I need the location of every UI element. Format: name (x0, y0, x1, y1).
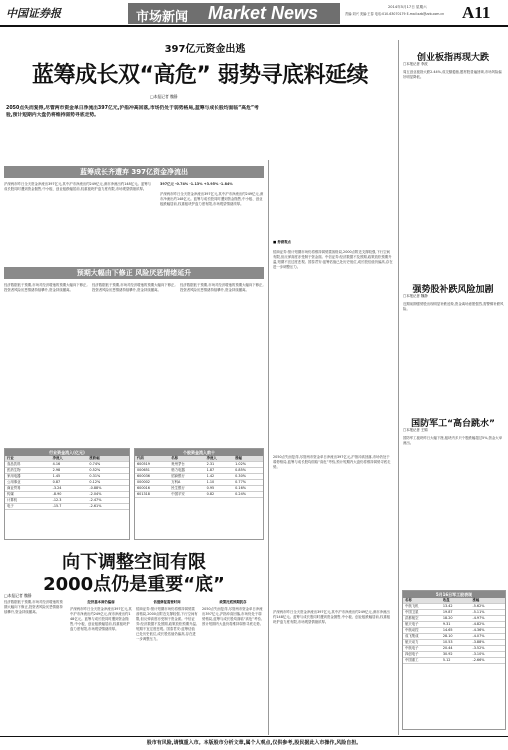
table-cell: 0.52% (87, 468, 129, 474)
table-cell: 2.31 (205, 462, 234, 468)
lead-headline: 蓝筹成长双“高危” 弱势寻底料延续 (31, 63, 369, 88)
table-cell: 2.98 (51, 468, 88, 474)
table-cell: 0.95 (205, 486, 234, 492)
table-cell: 万科A (169, 480, 204, 486)
second-col4: 2050点失而复得,尽管两市资金单日净流出397亿元,沪指冲高回落,市场仍处于弱势格局,蓝筹与成长股均面临“高危”考验,预计短期内大盘仍将维持弱势寻底走势。 (202, 607, 264, 626)
lead-summary: 2050点失而复得,尽管两市资金单日净流出397亿元,沪指冲高回落,市场仍处于弱势格局,蓝筹与成长股均面临“高危”考验,预计短期内大盘仍将维持弱势寻底走势。 (6, 106, 259, 118)
table-row (403, 658, 505, 664)
second-col3: 招商证券:预计短期市场仍将维持弱势震荡格局,2000点附近支撑较强,下行空间有限,但反弹高度亦受制于资金面。中信证券:经济数据不及预期,政策放松预期升温,短期不宜过度悲观。国泰君安:蓝筹估值已处历史低位,成长股估值仍偏高,存在进一步调整压力。 (136, 607, 198, 641)
table-cell: 1.42 (205, 474, 234, 480)
table-header-cell: 净流入 (51, 456, 88, 462)
table-cell: 0.16% (233, 486, 263, 492)
table-cell: 000002 (135, 480, 169, 486)
table-cell: 19.87 (441, 610, 471, 616)
right1-title: 创业板指再现大跌 (416, 53, 489, 63)
box2-body-col2: 经济数据低于预期,市场对经济增速的预期大幅向下修正,投资者风险厌恶情绪持续攀升,资金持续撤离。 (92, 283, 176, 292)
right3-title: 国防军工“高台跳水” (411, 419, 495, 429)
table-cell: 0.87 (51, 480, 88, 486)
table-cell: 格力电器 (169, 468, 204, 474)
table-cell: 10.53 (441, 640, 471, 646)
second-byline: □本报记者 魏静 (4, 593, 32, 598)
box2-title: 预期大幅由下修正 风险厌恶情绪延升 (4, 267, 264, 279)
table-cell: 民生银行 (169, 486, 204, 492)
page-number: A11 (462, 3, 491, 22)
table-header-cell: 行业 (5, 456, 51, 462)
table-cell: 5.12 (441, 658, 471, 664)
right3-body: 国防军工板块昨日大幅下挫,板块内多只个股跌幅超过5%,资金大举流出。 (403, 436, 503, 445)
table-header-cell: 涨幅 (470, 598, 505, 604)
right3-byline: □本报记者 王锦 (403, 428, 428, 432)
table-row (5, 504, 129, 510)
industry-table-title: 行业资金流入(亿元) (5, 449, 129, 456)
table-cell: 航天动力 (403, 640, 441, 646)
table-cell: 四创电子 (403, 652, 441, 658)
table-cell: 30.92 (441, 652, 471, 658)
table-cell: -3.88% (470, 640, 505, 646)
masthead-rule (0, 25, 508, 27)
right2-byline: □本报记者 魏静 (403, 294, 428, 298)
table-cell: 9.31 (441, 622, 471, 628)
table-header-cell: 净流入 (205, 456, 234, 462)
contact-info: 责编:刘兴 美编:王春 电话:010-63070179 E-mail:zzb@zzb.com.cn (345, 12, 445, 16)
box1-body-col2: 沪深两市昨日全天资金净流出397亿元,其中沪市净流出约249亿元,深市净流出约148亿元。蓝筹与成长股同时遭到资金抛售,中小板、创业板跌幅居前,权重板块护盘力度有限,市场观望情绪浓厚。 (160, 192, 264, 206)
industry-flow-table (4, 448, 130, 540)
table-cell: -3.10% (470, 652, 505, 658)
table-header-cell: 代码 (135, 456, 169, 462)
table-cell: 600519 (135, 462, 169, 468)
table-cell: -4.82% (470, 622, 505, 628)
table-cell: 食品饮料 (5, 462, 51, 468)
table-cell: 商业贸易 (5, 486, 51, 492)
table-cell: 0.77% (233, 480, 263, 486)
table-cell: 电子 (5, 504, 51, 510)
table-cell: -4.36% (470, 628, 505, 634)
table-header-cell: 名称 (403, 598, 441, 604)
lead-byline: □本报记者 魏静 (150, 94, 178, 99)
section-title: 市场新闻 (136, 10, 189, 25)
table-cell: 20.44 (441, 646, 471, 652)
stock-table-grid (135, 456, 263, 498)
box2-body-col3: 经济数据低于预期,市场对经济增速的预期大幅向下修正,投资者风险厌恶情绪持续攀升,资金持续撤离。 (180, 283, 264, 292)
table-cell: 0.12% (87, 480, 129, 486)
analysis-body-2: 2050点失而复得,尽管两市资金单日净流出397亿元,沪指冲高回落,市场仍处于弱势格局,蓝筹与成长股均面临“高危”考验,预计短期内大盘仍将维持弱势寻底走势。 (273, 455, 391, 469)
table-cell: 4.16 (51, 462, 88, 468)
table-cell: 1.45 (51, 474, 88, 480)
right2-body: 近期前期强势股出现明显补跌迹象,资金离场意愿强烈,需警惕补跌风险。 (403, 302, 504, 311)
masthead (0, 0, 508, 26)
right1-byline: □本报记者 李波 (403, 62, 428, 66)
table-cell: 贵州茅台 (169, 462, 204, 468)
table-cell: 1.10 (205, 480, 234, 486)
table-cell: 0.31% (87, 474, 129, 480)
second-sub3: 政策托底预期犹存 (219, 600, 247, 604)
right2-title: 强势股补跌风险加剧 (412, 285, 494, 295)
table-cell: 公用事业 (5, 480, 51, 486)
stock-table-title: 个股资金流入前十 (135, 449, 263, 456)
paper-logo: 中国证券报 (6, 7, 61, 20)
analysis-label: ■ 券商观点 (273, 240, 291, 244)
issue-info: 2014年5月17日 星期六 (388, 5, 427, 9)
table-header-cell: 名称 (169, 456, 204, 462)
table-cell: 600036 (135, 474, 169, 480)
table-cell: 1.02% (233, 462, 263, 468)
table-cell: -2.66% (470, 658, 505, 664)
section-title-en: Market News (208, 3, 319, 23)
table-row (135, 492, 263, 498)
column-divider-1 (268, 160, 269, 735)
box1-title: 蓝筹成长齐遭弃 397亿资金净流出 (4, 166, 264, 178)
table-cell: -15.7 (51, 504, 88, 510)
section-banner (128, 3, 340, 24)
right1-body: 周五创业板指大跌2.44%,成交额萎缩,题材股普遍回调,市场风险偏好明显降低。 (403, 70, 502, 79)
industry-table-grid (5, 456, 129, 510)
stock-flow-table (134, 448, 264, 540)
table-cell: 医药生物 (5, 468, 51, 474)
table-cell: -4.97% (470, 616, 505, 622)
table-cell: 中航电子 (403, 646, 441, 652)
analysis-body-1: 招商证券:预计短期市场仍将维持弱势震荡格局,2000点附近支撑较强,下行空间有限,但反弹高度亦受制于资金面。中信证券:经济数据不及预期,政策放松预期升温,短期不宜过度悲观。国泰君安:蓝筹估值已处历史低位,成长股估值仍偏高,存在进一步调整压力。 (273, 250, 393, 269)
box1-stats: 397亿元 -0.74% -1.13% +3.95% -1.84% (160, 182, 233, 186)
table-cell: 计算机 (5, 498, 51, 504)
table-cell: 中国重工 (403, 658, 441, 664)
table-cell: 招商银行 (169, 474, 204, 480)
analysis-body-3: 沪深两市昨日全天资金净流出397亿元,其中沪市净流出约249亿元,深市净流出约148亿元。蓝筹与成长股同时遭到资金抛售,中小板、创业板跌幅居前,权重板块护盘力度有限,市场观望情绪浓厚。 (273, 610, 391, 624)
military-stock-table (402, 590, 506, 730)
table-cell: -5.11% (470, 610, 505, 616)
table-cell: 0.74% (87, 462, 129, 468)
footer-rule (0, 736, 508, 737)
second-headline-1: 向下调整空间有限 (62, 552, 206, 573)
table-cell: -12.3 (51, 498, 88, 504)
table-cell: 洪都航空 (403, 616, 441, 622)
table-cell: 000651 (135, 468, 169, 474)
table-cell: 传媒 (5, 492, 51, 498)
table-cell: 28.10 (441, 634, 471, 640)
second-col1: 经济数据低于预期,市场对经济增速的预期大幅向下修正,投资者风险厌恶情绪持续攀升,资金持续撤离。 (4, 600, 63, 614)
military-table-title: 5月16日军工股表现 (403, 591, 505, 598)
table-cell: 中国平安 (169, 492, 204, 498)
table-cell: 0.24% (233, 492, 263, 498)
second-sub1: 经济基本面仍偏弱 (87, 600, 115, 604)
table-cell: 中航动控 (403, 628, 441, 634)
footer-disclaimer: 股市有风险,请慎重入市。本版股市分析文章,属个人观点,仅供参考,股民据此入市操作,风险自担。 (146, 740, 362, 746)
table-header-cell: 涨跌幅 (87, 456, 129, 462)
table-cell: 中国卫星 (403, 610, 441, 616)
table-cell: 0.30% (233, 474, 263, 480)
table-cell: -5.62% (470, 604, 505, 610)
table-cell: -4.07% (470, 634, 505, 640)
table-cell: 600016 (135, 486, 169, 492)
table-cell: 14.65 (441, 628, 471, 634)
box2-body: 经济数据低于预期,市场对经济增速的预期大幅向下修正,投资者风险厌恶情绪持续攀升,资金持续撤离。 (4, 283, 88, 292)
second-headline-2: 2000点仍是重要“底” (43, 574, 225, 595)
table-cell: 家用电器 (5, 474, 51, 480)
table-cell: 中航飞机 (403, 604, 441, 610)
table-header-cell: 涨幅 (233, 456, 263, 462)
table-cell: -3.52% (470, 646, 505, 652)
column-divider-2 (398, 40, 399, 735)
table-cell: -0.88% (87, 486, 129, 492)
table-cell: -3.24 (51, 486, 88, 492)
box1-body: 沪深两市昨日全天资金净流出397亿元,其中沪市净流出约249亿元,深市净流出约148亿元。蓝筹与成长股同时遭到资金抛售,中小板、创业板跌幅居前,权重板块护盘力度有限,市场观望情绪浓厚。 (4, 182, 152, 191)
table-cell: -2.04% (87, 492, 129, 498)
table-cell: -2.47% (87, 498, 129, 504)
table-cell: 18.20 (441, 616, 471, 622)
table-cell: 成飞集成 (403, 634, 441, 640)
second-col2: 沪深两市昨日全天资金净流出397亿元,其中沪市净流出约249亿元,深市净流出约148亿元。蓝筹与成长股同时遭到资金抛售,中小板、创业板跌幅居前,权重板块护盘力度有限,市场观望情绪浓厚。 (70, 607, 132, 631)
lead-kicker: 397亿元资金出逃 (164, 44, 246, 55)
table-cell: 0.85% (233, 468, 263, 474)
table-cell: 0.82 (205, 492, 234, 498)
military-table-grid (403, 598, 505, 664)
table-cell: 13.42 (441, 604, 471, 610)
table-cell: 1.87 (205, 468, 234, 474)
second-sub2: 估值修复需要时间 (153, 600, 181, 604)
table-cell: -8.90 (51, 492, 88, 498)
table-cell: 601318 (135, 492, 169, 498)
table-cell: -2.61% (87, 504, 129, 510)
table-cell: 航天电子 (403, 622, 441, 628)
table-header-cell: 收盘 (441, 598, 471, 604)
